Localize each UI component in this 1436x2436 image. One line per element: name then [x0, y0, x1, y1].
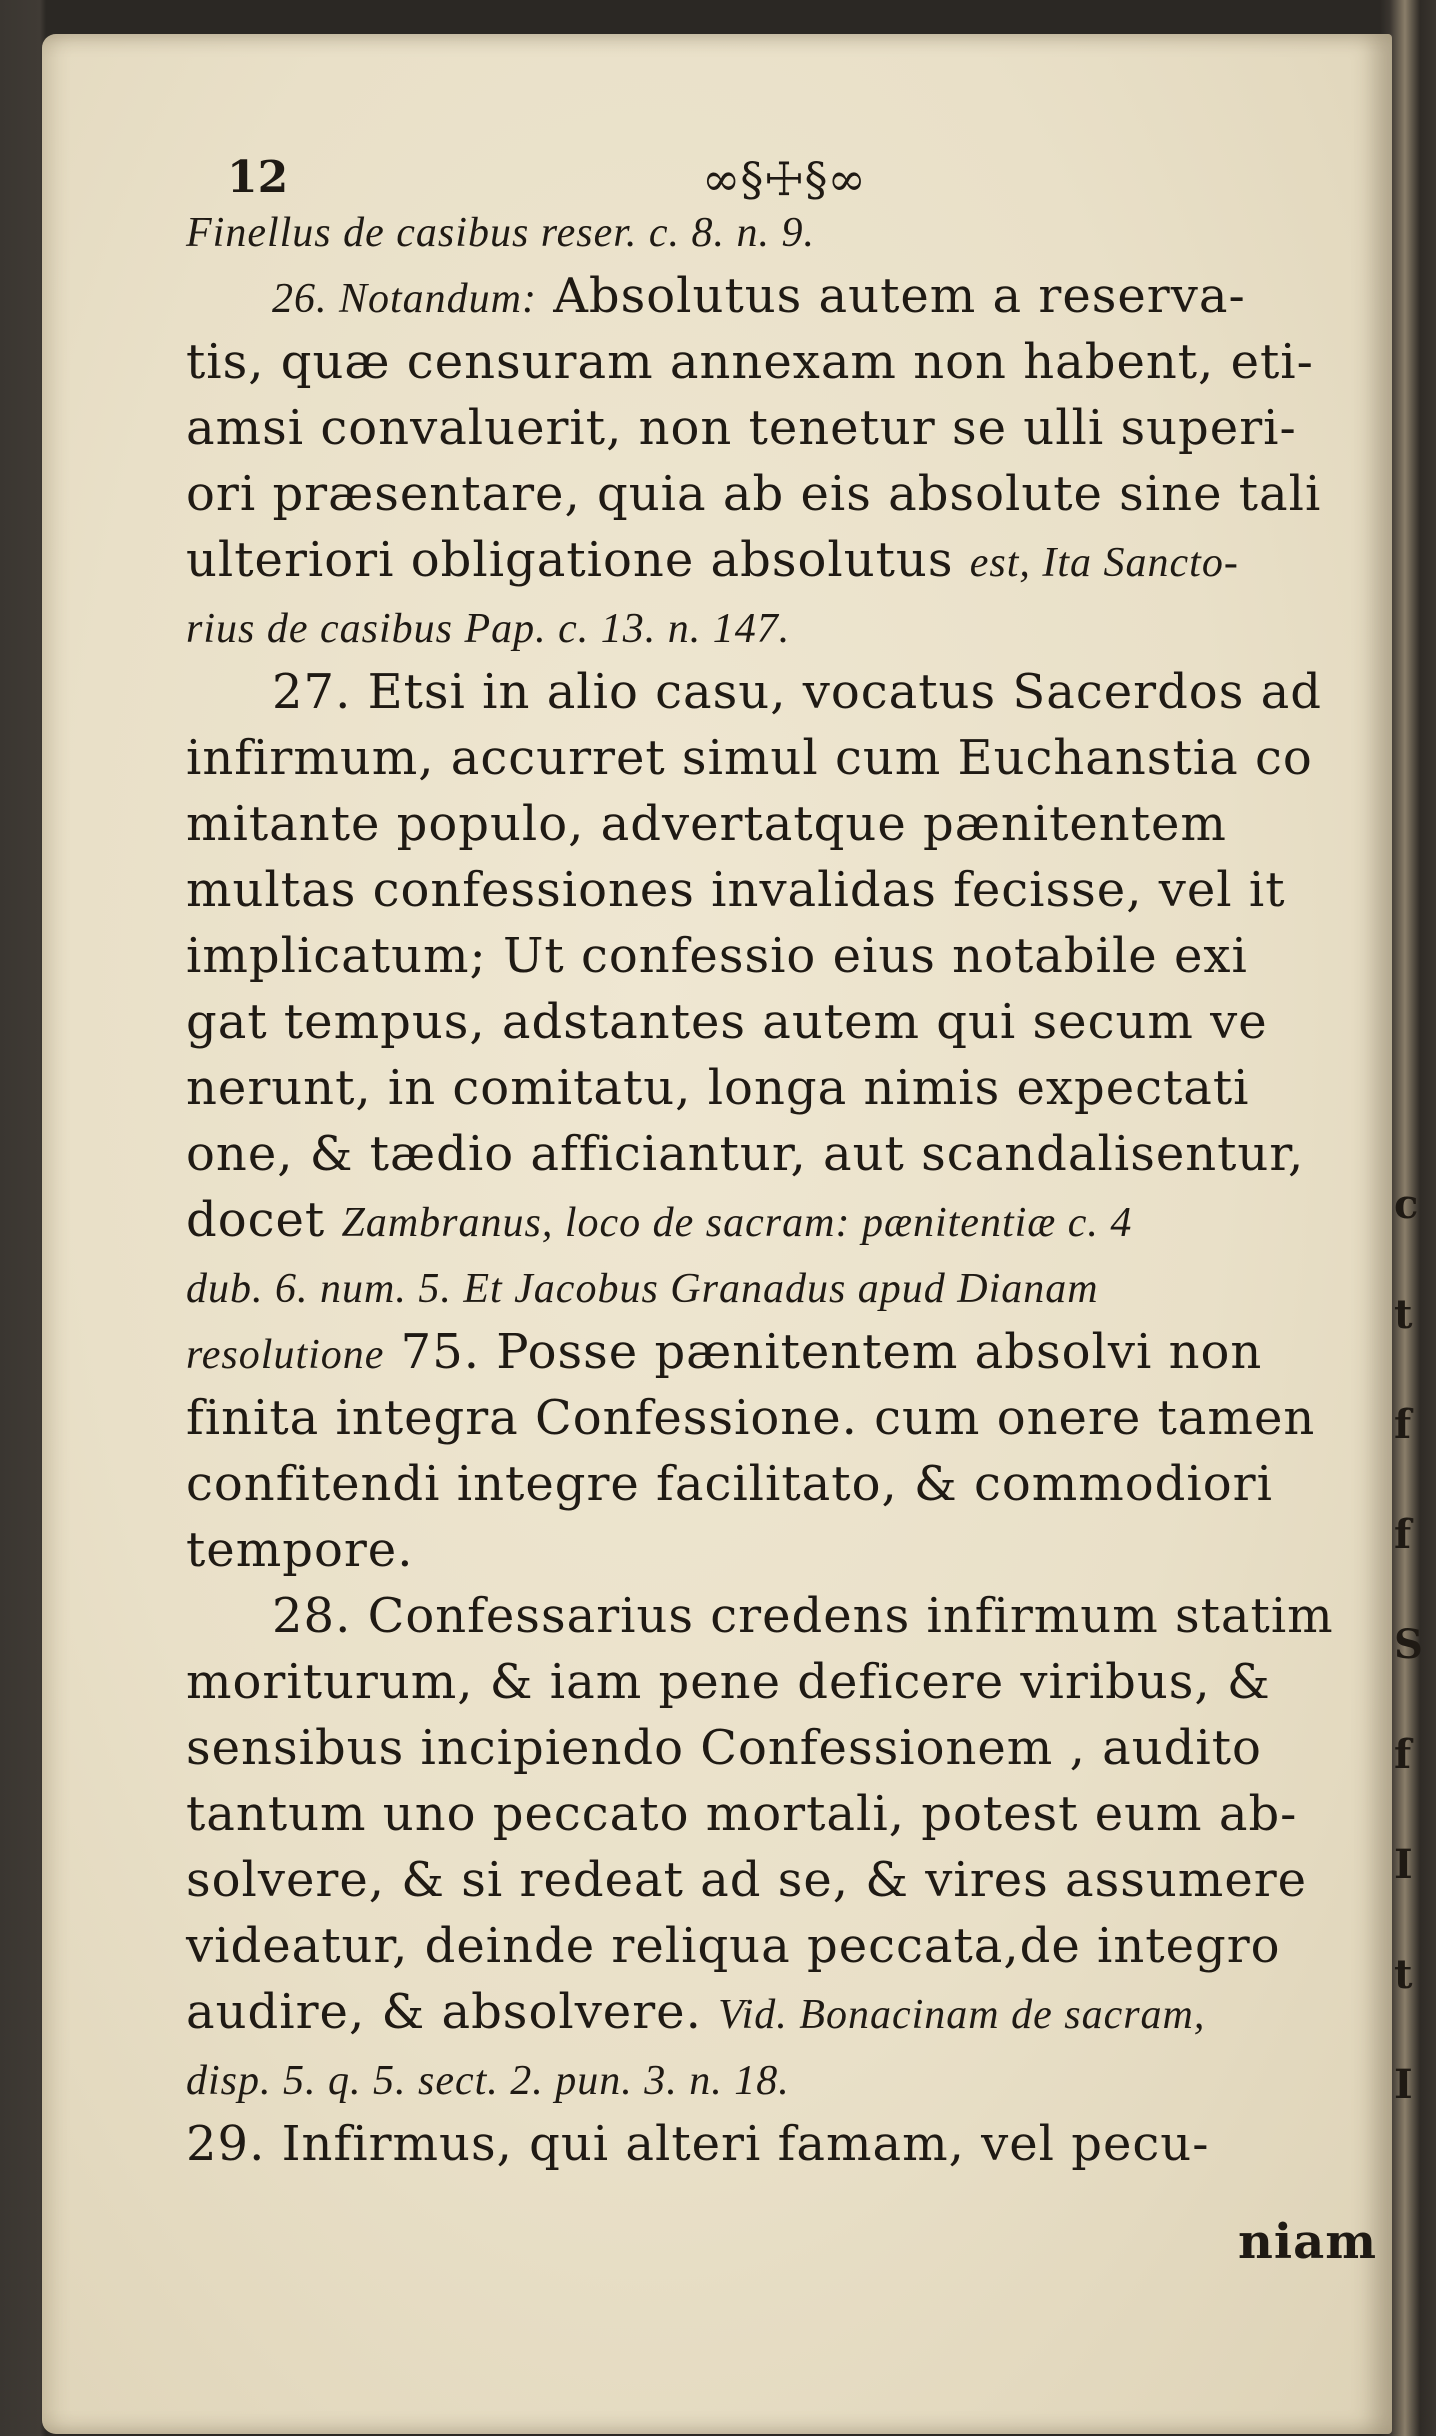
- italic-citation-text: disp. 5. q. 5. sect. 2. pun. 3. n. 18.: [186, 2058, 790, 2104]
- text-line: [186, 2112, 1209, 2176]
- body-text: audire, & absolvere.: [186, 1984, 719, 2040]
- edge-letter: c: [1394, 1181, 1419, 1228]
- text-line: [272, 1584, 1334, 1648]
- body-text: docet: [186, 1192, 342, 1248]
- text-line: [272, 264, 1246, 331]
- text-line: [186, 594, 790, 661]
- edge-letter: f: [1394, 1731, 1412, 1778]
- body-text: ulteriori obligatione absolutus: [186, 532, 970, 588]
- italic-citation-text: resolutione: [186, 1332, 385, 1378]
- italic-citation-text: est, Ita Sancto-: [969, 540, 1239, 586]
- body-text: amsi convaluerit, non tenetur se ulli superi-: [186, 400, 1297, 456]
- text-line: [186, 924, 1248, 988]
- body-text: implicatum; Ut confessio eius notabile exi: [186, 928, 1248, 984]
- body-text: infirmum, accurret simul cum Euchanstia co: [186, 730, 1313, 786]
- text-line: [186, 1122, 1304, 1186]
- page-number: 12: [227, 152, 289, 203]
- text-line: [186, 1848, 1307, 1912]
- body-text: 29. Infirmus, qui alteri famam, vel pecu-: [186, 2116, 1210, 2172]
- body-text: solvere, & si redeat ad se, & vires assumere: [186, 1852, 1308, 1908]
- body-text: videatur, deinde reliqua peccata,de integro: [186, 1918, 1281, 1974]
- text-line: [186, 726, 1313, 790]
- text-line: [186, 792, 1227, 856]
- text-line: [186, 1914, 1281, 1978]
- edge-letter: I: [1394, 2061, 1413, 2108]
- text-line: [186, 198, 815, 265]
- italic-citation-text: Vid. Bonacinam de sacram,: [718, 1992, 1206, 2038]
- text-line: [186, 1782, 1297, 1846]
- italic-citation-text: dub. 6. num. 5. Et Jacobus Granadus apud Dianam: [186, 1266, 1099, 1312]
- body-text: 28. Confessarius credens infirmum statim: [272, 1588, 1334, 1644]
- body-text: 27. Etsi in alio casu, vocatus Sacerdos ad: [272, 664, 1322, 720]
- italic-citation-text: 26. Notandum:: [272, 276, 537, 322]
- edge-letter: f: [1394, 1401, 1412, 1448]
- body-text: 75. Posse pænitentem absolvi non: [384, 1324, 1263, 1380]
- text-line: [186, 2046, 790, 2113]
- italic-citation-text: rius de casibus Pap. c. 13. n. 147.: [186, 606, 791, 652]
- body-text: sensibus incipiendo Confessionem , audito: [186, 1720, 1262, 1776]
- body-text: Absolutus autem a reserva-: [537, 268, 1246, 324]
- text-line: [186, 1650, 1271, 1714]
- text-line: [186, 396, 1297, 460]
- text-line: [186, 1452, 1273, 1516]
- text-line: [272, 660, 1322, 724]
- text-line: [186, 858, 1285, 922]
- body-text: tis, quæ censuram annexam non habent, eti-: [186, 334, 1314, 390]
- facing-page-edge-letters: [1394, 1150, 1434, 2140]
- book-page: [42, 34, 1392, 2434]
- edge-letter: t: [1394, 1951, 1413, 1998]
- edge-letter: I: [1394, 1841, 1413, 1888]
- italic-citation-text: Zambranus, loco de sacram: pænitentiæ c. 4: [341, 1200, 1133, 1246]
- body-text: confitendi integre facilitato, & commodiori: [186, 1456, 1273, 1512]
- italic-citation-text: Finellus de casibus reser. c. 8. n. 9.: [186, 210, 816, 256]
- edge-letter: t: [1394, 1291, 1413, 1338]
- edge-letter: f: [1394, 1511, 1412, 1558]
- text-line: [186, 1716, 1262, 1780]
- body-text: tantum uno peccato mortali, potest eum ab-: [186, 1786, 1298, 1842]
- body-text: one, & tædio afficiantur, aut scandalisentur,: [186, 1126, 1305, 1182]
- text-line: [186, 1980, 1205, 2047]
- body-text: mitante populo, advertatque pænitentem: [186, 796, 1227, 852]
- text-line: [186, 528, 1239, 595]
- body-text: finita integra Confessione. cum onere tamen: [186, 1390, 1316, 1446]
- text-line: [186, 1188, 1132, 1255]
- body-text: gat tempus, adstantes autem qui secum ve: [186, 994, 1268, 1050]
- text-line: [186, 1320, 1262, 1387]
- body-text: tempore.: [186, 1522, 414, 1578]
- text-line: [186, 330, 1314, 394]
- body-text: moriturum, & iam pene deficere viribus, &: [186, 1654, 1271, 1710]
- text-line: [186, 1254, 1099, 1321]
- text-line: [186, 1518, 413, 1582]
- body-text: nerunt, in comitatu, longa nimis expectati: [186, 1060, 1250, 1116]
- header-ornament: ∞§☩§∞: [702, 152, 866, 206]
- text-line: [186, 990, 1268, 1054]
- edge-letter: S: [1394, 1621, 1423, 1668]
- text-line: [186, 462, 1321, 526]
- body-text: ori præsentare, quia ab eis absolute sine tali: [186, 466, 1322, 522]
- body-text: multas confessiones invalidas fecisse, vel it: [186, 862, 1286, 918]
- catchword: niam: [1238, 2214, 1378, 2270]
- text-line: [186, 1386, 1315, 1450]
- text-line: [186, 1056, 1250, 1120]
